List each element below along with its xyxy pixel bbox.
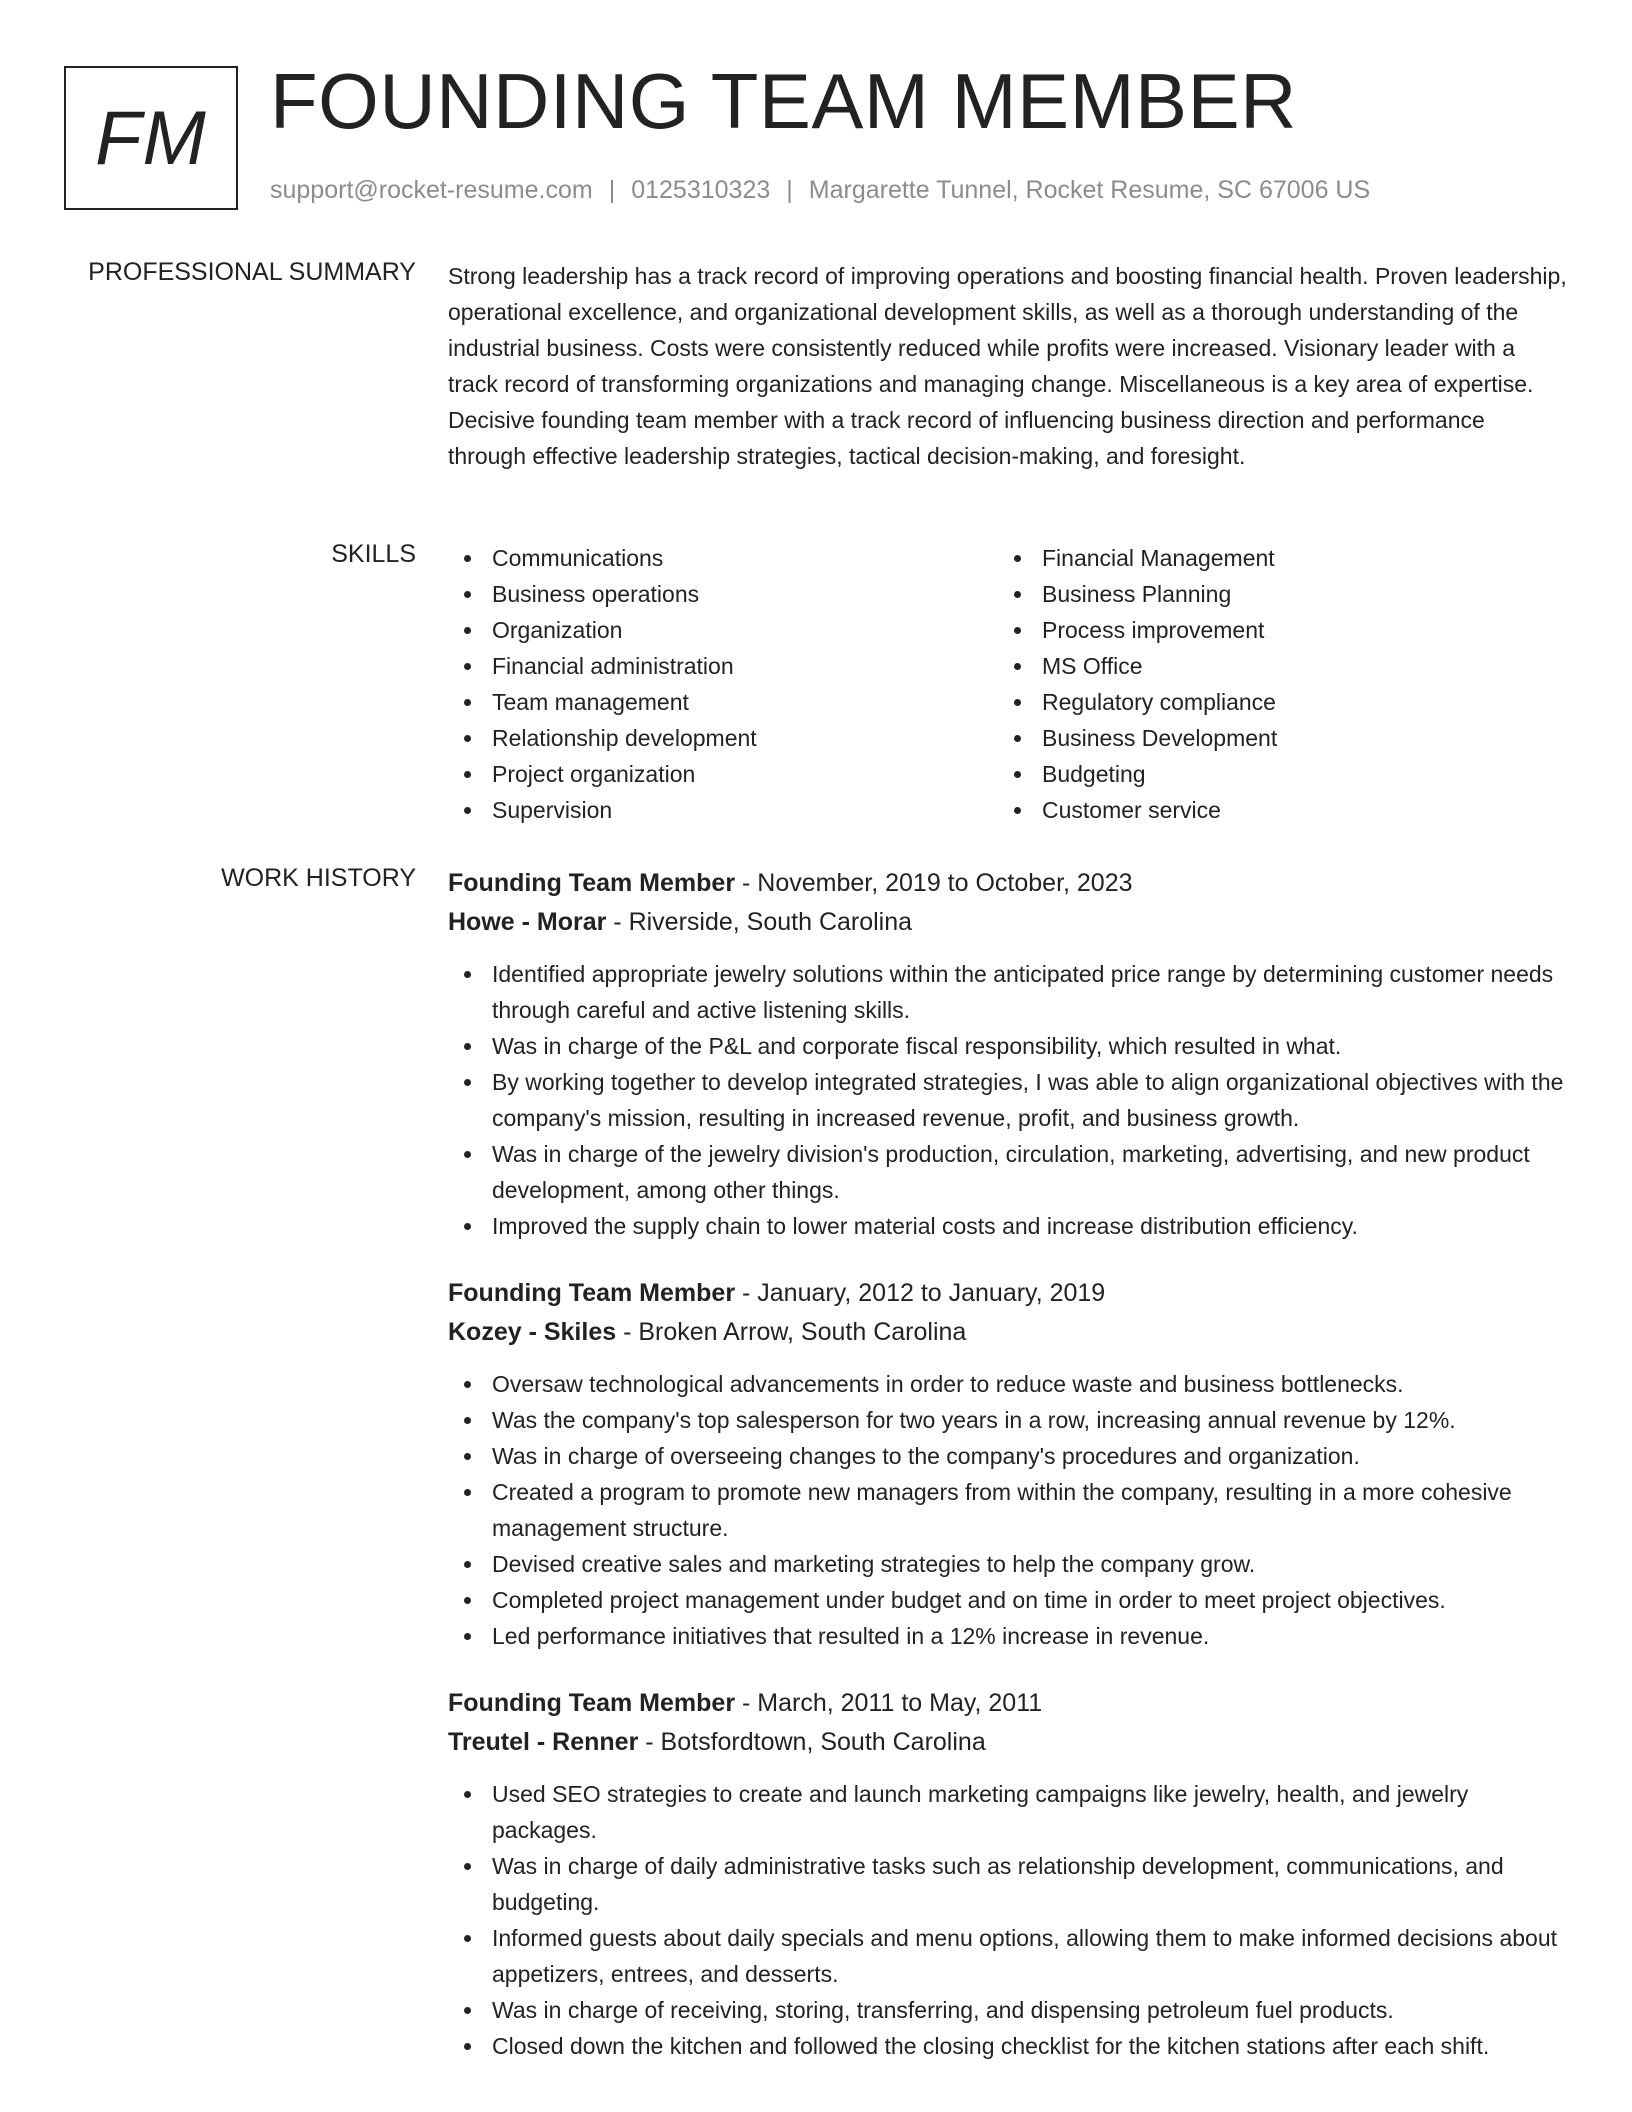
skills-column-right <box>998 540 1548 828</box>
job-bullet: Was in charge of overseeing changes to the company's procedures and organization. <box>448 1438 1568 1474</box>
resume-name: FOUNDING TEAM MEMBER <box>270 57 1297 145</box>
skill-item: Team management <box>448 684 998 720</box>
job-entry <box>448 1684 1568 2064</box>
skill-item: Customer service <box>998 792 1548 828</box>
job-bullets <box>448 956 1568 1244</box>
contact-line <box>270 176 1370 205</box>
job-bullet: Devised creative sales and marketing strategies to help the company grow. <box>448 1546 1568 1582</box>
separator: | <box>786 176 793 204</box>
job-dates: - November, 2019 to October, 2023 <box>735 869 1133 897</box>
skills-list <box>448 540 1568 828</box>
job-title-line <box>448 1684 1568 1723</box>
skill-item: Budgeting <box>998 756 1548 792</box>
monogram: FM <box>64 66 238 210</box>
job-title-line <box>448 864 1568 903</box>
skill-item: Project organization <box>448 756 998 792</box>
summary-text: Strong leadership has a track record of improving operations and boosting financial health. Proven leadership, operational excellence, and organizational development skills, as well as a thorough understanding of the industrial business. Costs were consistently reduced while profits were increased. Visionary leader with a track record of transforming organizations and managing change. Miscellaneous is a key area of expertise. Decisive founding team member with a track record of influencing business direction and performance through effective leadership strategies, tactical decision-making, and foresight. <box>448 263 1567 469</box>
jobs-list <box>448 864 1568 2094</box>
skill-item: Supervision <box>448 792 998 828</box>
skill-item: Financial administration <box>448 648 998 684</box>
job-bullet: Led performance initiatives that resulted in a 12% increase in revenue. <box>448 1618 1568 1654</box>
job-bullet: Was the company's top salesperson for two years in a row, increasing annual revenue by 12%. <box>448 1402 1568 1438</box>
job-title-line <box>448 1274 1568 1313</box>
job-company: Howe - Morar <box>448 908 607 936</box>
section-label-summary: PROFESSIONAL SUMMARY <box>88 258 416 286</box>
job-entry <box>448 864 1568 1244</box>
separator: | <box>608 176 616 204</box>
skill-item: MS Office <box>998 648 1548 684</box>
skill-item: Organization <box>448 612 998 648</box>
job-company-line <box>448 1723 1568 1762</box>
job-company-line <box>448 1313 1568 1352</box>
job-bullet: Created a program to promote new managers from within the company, resulting in a more cohesive management structure. <box>448 1474 1568 1546</box>
job-entry <box>448 1274 1568 1654</box>
job-bullets <box>448 1776 1568 2064</box>
skills-column-left <box>448 540 998 828</box>
job-bullet: Used SEO strategies to create and launch marketing campaigns like jewelry, health, and jewelry packages. <box>448 1776 1568 1848</box>
job-title: Founding Team Member <box>448 869 736 897</box>
job-title: Founding Team Member <box>448 1689 736 1717</box>
skill-item: Process improvement <box>998 612 1548 648</box>
job-bullet: Completed project management under budget and on time in order to meet project objectives. <box>448 1582 1568 1618</box>
job-location: - Broken Arrow, South Carolina <box>616 1318 967 1346</box>
job-bullet: Identified appropriate jewelry solutions within the anticipated price range by determining customer needs through careful and active listening skills. <box>448 956 1568 1028</box>
job-company: Kozey - Skiles <box>448 1318 617 1346</box>
job-location: - Riverside, South Carolina <box>606 908 913 936</box>
job-bullet: Informed guests about daily specials and menu options, allowing them to make informed decisions about appetizers, entrees, and desserts. <box>448 1920 1568 1992</box>
skill-item: Business Planning <box>998 576 1548 612</box>
job-location: - Botsfordtown, South Carolina <box>638 1728 986 1756</box>
skill-item: Business operations <box>448 576 998 612</box>
job-bullet: Closed down the kitchen and followed the closing checklist for the kitchen stations after each shift. <box>448 2028 1568 2064</box>
skill-item: Financial Management <box>998 540 1548 576</box>
address: Margarette Tunnel, Rocket Resume, SC 67006 US <box>808 176 1371 204</box>
job-dates: - January, 2012 to January, 2019 <box>735 1279 1106 1307</box>
job-bullet: Oversaw technological advancements in order to reduce waste and business bottlenecks. <box>448 1366 1568 1402</box>
job-dates: - March, 2011 to May, 2011 <box>735 1689 1043 1717</box>
section-label-skills: SKILLS <box>331 540 416 568</box>
job-company-line <box>448 903 1568 942</box>
job-bullet: Was in charge of the jewelry division's production, circulation, marketing, advertising, and new product development, among other things. <box>448 1136 1568 1208</box>
skill-item: Communications <box>448 540 998 576</box>
job-bullet: Was in charge of daily administrative tasks such as relationship development, communications, and budgeting. <box>448 1848 1568 1920</box>
skill-item: Relationship development <box>448 720 998 756</box>
job-company: Treutel - Renner <box>448 1728 639 1756</box>
email-link[interactable]: support@rocket-resume.com <box>270 176 593 204</box>
job-bullet: Was in charge of the P&L and corporate fiscal responsibility, which resulted in what. <box>448 1028 1568 1064</box>
job-bullets <box>448 1366 1568 1654</box>
job-bullet: Was in charge of receiving, storing, transferring, and dispensing petroleum fuel products. <box>448 1992 1568 2028</box>
job-bullet: Improved the supply chain to lower material costs and increase distribution efficiency. <box>448 1208 1568 1244</box>
skill-item: Business Development <box>998 720 1548 756</box>
job-bullet: By working together to develop integrated strategies, I was able to align organizational objectives with the company's mission, resulting in increased revenue, profit, and business growth. <box>448 1064 1568 1136</box>
phone-number: 0125310323 <box>631 176 771 204</box>
skill-item: Regulatory compliance <box>998 684 1548 720</box>
section-label-work-history: WORK HISTORY <box>221 864 416 892</box>
job-title: Founding Team Member <box>448 1279 736 1307</box>
